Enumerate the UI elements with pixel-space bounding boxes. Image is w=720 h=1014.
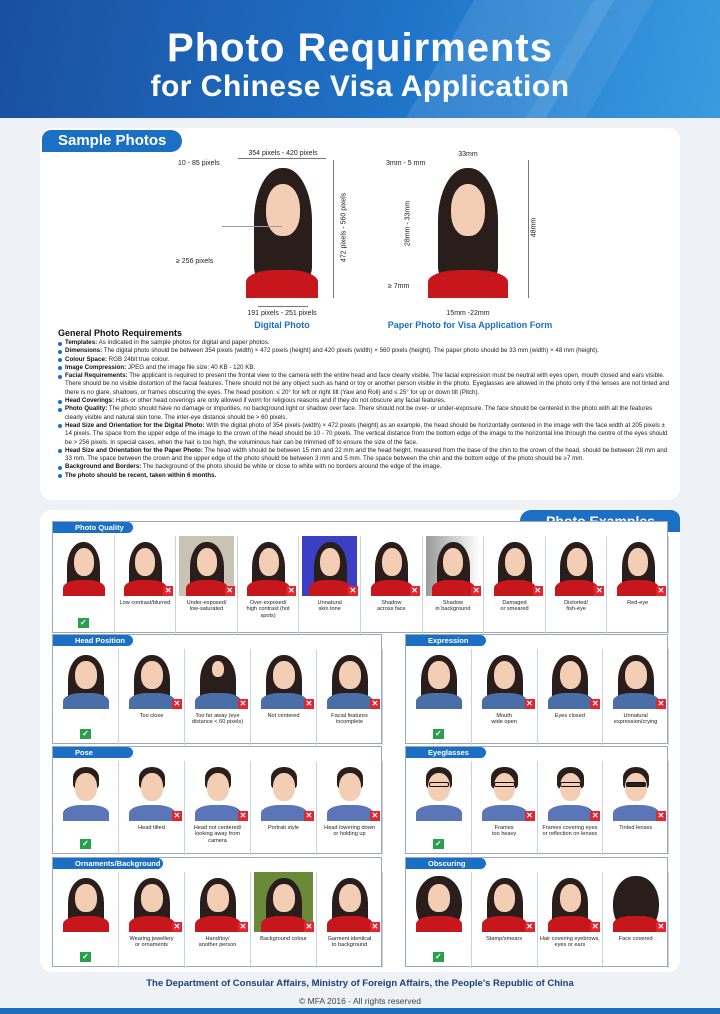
example-section-pose	[52, 746, 382, 854]
cross-icon: ✕	[305, 811, 313, 820]
footer-text: The Department of Consular Affairs, Ministry of Foreign Affairs, the People's Republic of China	[146, 978, 574, 989]
example-photo	[56, 872, 115, 932]
cross-icon: ✕	[526, 811, 533, 820]
example-cell	[176, 536, 238, 634]
check-icon: ✓	[80, 729, 91, 739]
example-cell	[185, 761, 251, 855]
digital-width-label: 354 pixels - 420 pixels	[248, 150, 318, 157]
example-label: Frames too heavy	[491, 825, 517, 838]
requirements-title: General Photo Requirements	[58, 328, 183, 338]
digital-photo-caption: Digital Photo	[254, 320, 310, 330]
cross-icon: ✕	[226, 586, 234, 595]
example-cell	[603, 649, 669, 745]
example-cell	[538, 649, 604, 745]
example-cell	[119, 649, 185, 745]
example-section-obscuring	[405, 857, 668, 967]
example-cell	[607, 536, 669, 634]
paper-width-label: 33mm	[458, 151, 478, 158]
example-cell	[251, 761, 317, 855]
check-icon: ✓	[78, 618, 89, 628]
example-section-ornaments	[52, 857, 382, 967]
cross-icon: ✕	[239, 811, 247, 820]
requirements-list	[58, 339, 670, 480]
example-label: Red-eye	[627, 600, 649, 606]
cross-icon: ✕	[173, 699, 181, 708]
requirement-item: Head Coverings: Hats or other head coverings are only allowed if worn for religious reasons and if they do not obscure any facial features.	[58, 397, 670, 405]
requirement-item: Dimensions: The digital photo should be between 354 pixels (width) × 472 pixels (height) and 420 pixels (width) × 560 pixels (height). The paper photo should be 33 mm (width) × 48 mm (height).	[58, 347, 670, 355]
example-label: Head not centered/ looking away from camera	[193, 825, 242, 844]
cross-icon: ✕	[239, 699, 247, 708]
cross-icon: ✕	[472, 586, 480, 595]
example-cell	[472, 761, 538, 855]
digital-head-width-label: 191 pixels - 251 pixels	[247, 310, 317, 317]
glasses-icon	[494, 782, 514, 787]
example-section-expression	[405, 634, 668, 744]
requirement-item: Image Compression: JPEG and the image file size: 40 KB - 120 KB.	[58, 364, 670, 372]
example-cell	[185, 872, 251, 968]
example-label: Frames covering eyes or reflection on lenses	[542, 825, 598, 838]
glasses-icon	[429, 782, 449, 787]
example-label: Under-exposed/ low-saturated	[186, 600, 227, 613]
example-label: Hand/toy/ another person	[198, 936, 237, 949]
check-icon: ✓	[80, 839, 91, 849]
paper-chin-label: ≥ 7mm	[388, 283, 410, 290]
requirement-item: Facial Requirements: The applicant is required to present the frontal view to the camera with the entire head and face clearly visible. The facial expression must be neutral with eyes open, mouth closed and ears visible. There should be no visible distortion of the facial features. There should not be any object such as hand or toy or another person visible in the photo. Eyeglasses are allowed in the photo only if the lenses are not tinted and there is no glare, shadows, or frames obscuring the eyes. The head position: ≤ 20° for left or right tilt (Yaw and Roll) and ≤ 25° for up or down tilt (Pitch).	[58, 372, 670, 397]
cross-icon: ✕	[371, 699, 379, 708]
example-cell	[406, 761, 472, 855]
cross-icon: ✕	[239, 922, 247, 931]
cross-icon: ✕	[657, 586, 665, 595]
example-label: Unnatural expression/crying	[613, 713, 658, 726]
cross-icon: ✕	[534, 586, 542, 595]
footer-bar	[0, 1008, 720, 1014]
example-cell	[53, 536, 115, 634]
example-cell	[53, 761, 119, 855]
page-subtitle: for Chinese Visa Application	[150, 70, 570, 103]
requirement-item: Head Size and Orientation for the Digital Photo: With the digital photo of 354 pixels (width) × 472 pixels (height) as an example, the head should be horizontally centered in the image with the face width at 205 pixels ± 14 pixels. The space from the upper edge of the image to the crown of the head should be 10 - 70 pixels. The vertical distance from the bottom edge of the image to the horizontal line through the centre of the eyes should be > 256 pixels. In special cases, when the hair is too high, the voluminous hair can be trimmed off to ensure the size of the face.	[58, 422, 670, 447]
digital-height-label: 472 pixels - 560 pixels	[340, 192, 348, 263]
example-photo	[56, 536, 111, 596]
example-label: Too close	[139, 713, 164, 719]
glasses-icon	[560, 782, 580, 787]
example-label: Mouth wide open	[491, 713, 517, 726]
example-label: Background colour	[260, 936, 307, 942]
page-title: Photo Requirments	[167, 26, 553, 70]
example-cell	[423, 536, 485, 634]
paper-top-label: 3mm - 5 mm	[386, 160, 426, 167]
example-label: Wearing jewellery or ornaments	[129, 936, 174, 949]
section-title: Head Position	[53, 635, 133, 646]
example-label: Facial features incomplete	[331, 713, 368, 726]
example-section-head-position	[52, 634, 382, 744]
cross-icon: ✕	[591, 699, 599, 708]
example-photo	[56, 649, 115, 709]
check-icon: ✓	[433, 839, 444, 849]
check-icon: ✓	[80, 952, 91, 962]
cross-icon: ✕	[596, 586, 603, 595]
example-label: Distorted/ fish-eye	[564, 600, 589, 613]
example-cell	[299, 536, 361, 634]
example-label: Too far away (eye distance < 60 pixels)	[191, 713, 244, 726]
paper-head-height-label: 28mm - 33mm	[404, 200, 412, 247]
example-label: Tinted lenses	[619, 825, 653, 831]
example-cell	[317, 761, 383, 855]
sample-photos-tab: Sample Photos	[42, 130, 182, 152]
example-cell	[115, 536, 177, 634]
example-cell	[361, 536, 423, 634]
example-label: Damaged or smeared	[500, 600, 529, 613]
cross-icon: ✕	[657, 922, 665, 931]
example-cell	[472, 649, 538, 745]
cross-icon: ✕	[173, 922, 181, 931]
section-title: Photo Quality	[53, 522, 133, 533]
cross-icon: ✕	[349, 586, 357, 595]
cross-icon: ✕	[526, 699, 533, 708]
example-label: Not centered	[267, 713, 300, 719]
example-cell	[53, 649, 119, 745]
example-cell	[53, 872, 119, 968]
section-title: Expression	[406, 635, 486, 646]
section-title: Eyeglasses	[406, 747, 486, 758]
example-cell	[317, 649, 383, 745]
cross-icon: ✕	[591, 811, 599, 820]
example-label: Shadow in background	[435, 600, 471, 613]
requirement-item: Head Size and Orientation for the Paper Photo: The head width should be between 15 mm and 22 mm and the head height, measured from the base of the chin to the crown of the head, should be between 28 mm and 33 mm. The space between the crown and the upper edge of the photo should be between 3 mm and 5 mm. The space between the chin and the bottom edge of the photo should be ≥7 mm.	[58, 447, 670, 464]
example-photo	[56, 761, 115, 821]
example-cell	[251, 872, 317, 968]
example-label: Head tilted	[138, 825, 165, 831]
example-cell	[119, 761, 185, 855]
example-label: Shadow across face	[376, 600, 406, 613]
example-label: Portrait style	[267, 825, 300, 831]
digital-chin-label: ≥ 256 pixels	[176, 258, 214, 265]
example-cell	[484, 536, 546, 634]
section-title: Ornaments/Background	[53, 858, 163, 869]
paper-head-width-label: 15mm -22mm	[446, 310, 490, 317]
example-cell	[251, 649, 317, 745]
cross-icon: ✕	[164, 586, 172, 595]
requirement-item: The photo should be recent, taken within 6 months.	[58, 472, 670, 480]
check-icon: ✓	[433, 952, 444, 962]
paper-photo-caption: Paper Photo for Visa Application Form	[387, 320, 553, 330]
paper-sample-photo	[416, 160, 520, 298]
section-title: Pose	[53, 747, 133, 758]
example-cell	[603, 872, 669, 968]
example-cell	[238, 536, 300, 634]
example-cell	[472, 872, 538, 968]
section-title: Obscuring	[406, 858, 486, 869]
cross-icon: ✕	[411, 586, 418, 595]
cross-icon: ✕	[657, 811, 665, 820]
paper-height-label: 48mm	[530, 217, 538, 238]
example-label: Face covered	[618, 936, 653, 942]
requirement-item: Background and Borders: The background of the photo should be white or close to white with no borders around the edge of the image.	[58, 463, 670, 471]
example-label: Low contrast/blurred	[119, 600, 171, 606]
example-cell	[603, 761, 669, 855]
example-label: Head lowering down or holding up	[324, 825, 375, 838]
example-label: Unnatural skin tone	[317, 600, 342, 613]
cross-icon: ✕	[591, 922, 599, 931]
cross-icon: ✕	[371, 922, 379, 931]
cross-icon: ✕	[173, 811, 181, 820]
example-cell	[538, 872, 604, 968]
digital-sample-photo	[238, 160, 326, 298]
example-photo	[409, 649, 468, 709]
example-label: Over-exposed/ high contrast (hot spots)	[246, 600, 290, 619]
example-photo	[409, 872, 468, 932]
cross-icon: ✕	[526, 922, 533, 931]
example-label: Stamp/smears	[486, 936, 523, 942]
cross-icon: ✕	[371, 811, 379, 820]
example-label: Eyes closed	[554, 713, 585, 719]
cross-icon: ✕	[288, 586, 295, 595]
example-label: Hair covering eyebrows, eyes or ears	[539, 936, 600, 949]
requirement-item: Photo Quality: The photo should have no damage or impurities, no background light or shadow over face. There should not be over- or under-exposure. The face should be centered in the photo with all the features clearly visible and natural skin tone. The inter-eye distance should be > 60 pixels.	[58, 405, 670, 422]
example-cell	[406, 649, 472, 745]
header-banner	[0, 0, 720, 118]
example-section-quality	[52, 521, 668, 633]
example-cell	[119, 872, 185, 968]
copyright: © MFA 2016 - All rights reserved	[298, 996, 421, 1006]
cross-icon: ✕	[657, 699, 665, 708]
requirement-item: Colour Space: RGB 24bit true colour.	[58, 356, 670, 364]
glasses-icon	[626, 782, 646, 787]
cross-icon: ✕	[305, 922, 313, 931]
requirement-item: Templates: As indicated in the sample photos for digital and paper photos.	[58, 339, 670, 347]
cross-icon: ✕	[305, 699, 313, 708]
example-cell	[317, 872, 383, 968]
example-cell	[546, 536, 608, 634]
digital-top-label: 10 - 85 pixels	[178, 160, 220, 167]
example-section-eyeglasses	[405, 746, 668, 854]
example-photo	[409, 761, 468, 821]
check-icon: ✓	[433, 729, 444, 739]
example-cell	[406, 872, 472, 968]
example-cell	[538, 761, 604, 855]
example-label: Garment identical to background	[327, 936, 372, 949]
example-cell	[185, 649, 251, 745]
